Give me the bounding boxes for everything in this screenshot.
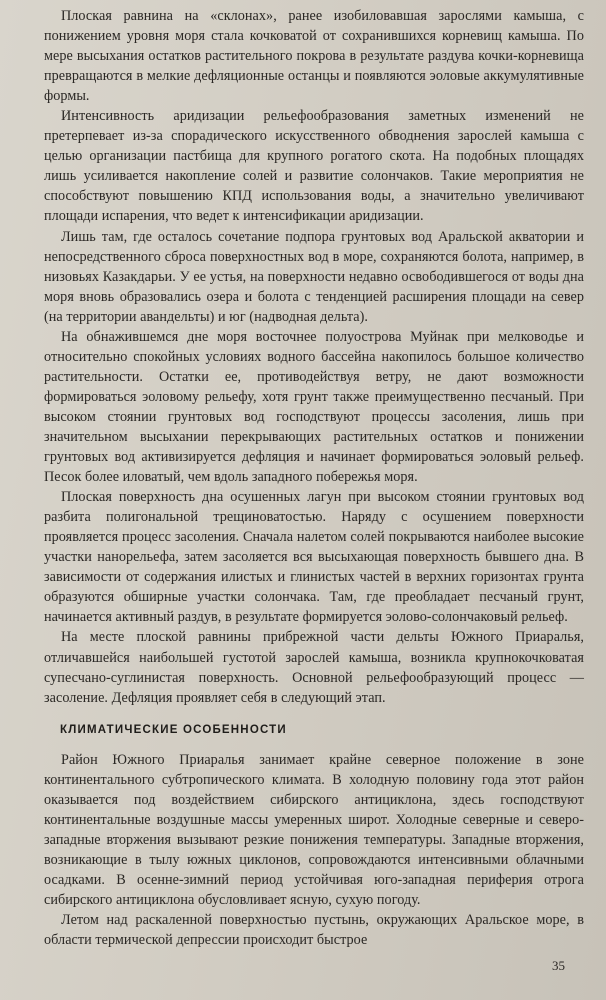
paragraph-delta-plain: На месте плоской равнины прибрежной части дельты Южного Приаралья, отличавшейся наибольшей густотой зарослей камыша, возникла крупнокочковатая супесчано-суглинистая поверхность. Основной рельефообразующий процесс — засоление. Дефляция проявляет себя в следующий этап.: [44, 629, 584, 706]
paragraph-aridization-intensity: Интенсивность аридизации рельефообразования заметных изменений не претерпевает из-за спорадического искусственного обводнения зарослей камыша с целью организации пастбища для крупного рогатого скота. На подобных площадях лишь усиливается накопление солей и развитие солончаков. Такие мероприятия не способствуют повышению КПД использования воды, а значительно увеличивают площади испарения, что ведет к интенсификации аридизации.: [44, 108, 584, 225]
paragraph-plain-reed: Плоская равнина на «склонах», ранее изобиловавшая зарослями камыша, с понижением уровня моря стала кочковатой от сохранившихся корневищ камыша. По мере высыхания остатков растительного покрова в результате раздува кочки-корневища превращаются в мелкие дефляционные останцы и появляются эоловые аккумулятивные формы.: [44, 8, 584, 105]
paragraph-climate-zone: Район Южного Приаралья занимает крайне северное положение в зоне континентального субтропического климата. В холодную половину года этот район оказывается под воздействием сибирского антициклона, здесь господствуют континентальные воздушные массы умеренных широт. Холодные северные и северо-западные вторжения вызывают резкие понижения температуры. Западные вторжения, возникающие в тылу южных циклонов, сопровождаются интенсивными облачными осадками. В осенне-зимний период устойчивая юго-западная периферия отрога сибирского антициклона обусловливает ясную, сухую погоду.: [44, 751, 584, 908]
paragraph-muynak-seabed: На обнажившемся дне моря восточнее полуострова Муйнак при мелководье и относительно спокойных условиях водного бассейна накопилось большое количество растительности. Остатки ее, противодействуя ветру, не дают возможности формироваться эоловому рельефу, хотя грунт также преимущественно песчаный. При высоком стоянии грунтовых вод господствуют процессы засоления, лишь при значительном высыхании перекрывающих растительных остатков и понижении грунтовых вод активизируется дефляция и начинает формироваться эоловый рельеф. Песок более иловатый, чем вдоль западного побережья моря.: [44, 328, 584, 486]
page-number: 35: [552, 958, 565, 973]
section-heading-climate: КЛИМАТИЧЕСКИЕ ОСОБЕННОСТИ: [60, 723, 287, 736]
paragraph-swamps: Лишь там, где осталось сочетание подпора грунтовых вод Аральской акватории и непосредственного сброса поверхностных вод в море, сохраняются болота, например, в низовьях Казакдарьи. У ее устья, на поверхности недавно освободившегося от воды дна моря вновь образовались озера и болота с тенденцией расширения площади на север (на территории авандельты) и юг (надводная дельта).: [44, 228, 584, 325]
book-page: [44, 6, 584, 950]
paragraph-summer: Летом над раскаленной поверхностью пустынь, окружающих Аральское море, в области термической депрессии происходит быстрое: [44, 912, 584, 949]
paragraph-lagoons: Плоская поверхность дна осушенных лагун при высоком стоянии грунтовых вод разбита полигональной трещиноватостью. Наряду с осушением поверхности проявляется процесс засоления. Сначала налетом солей покрываются наиболее высокие участки нанорельефа, затем засоляется вся высыхающая поверхность бывшего дна. В зависимости от содержания илистых и глинистых частей в верхних горизонтах грунта образуются обширные участки солончака. Там, где преобладает песчаный грунт, начинается активный раздув, в результате формируется эолово-солончаковый рельеф.: [44, 489, 584, 626]
